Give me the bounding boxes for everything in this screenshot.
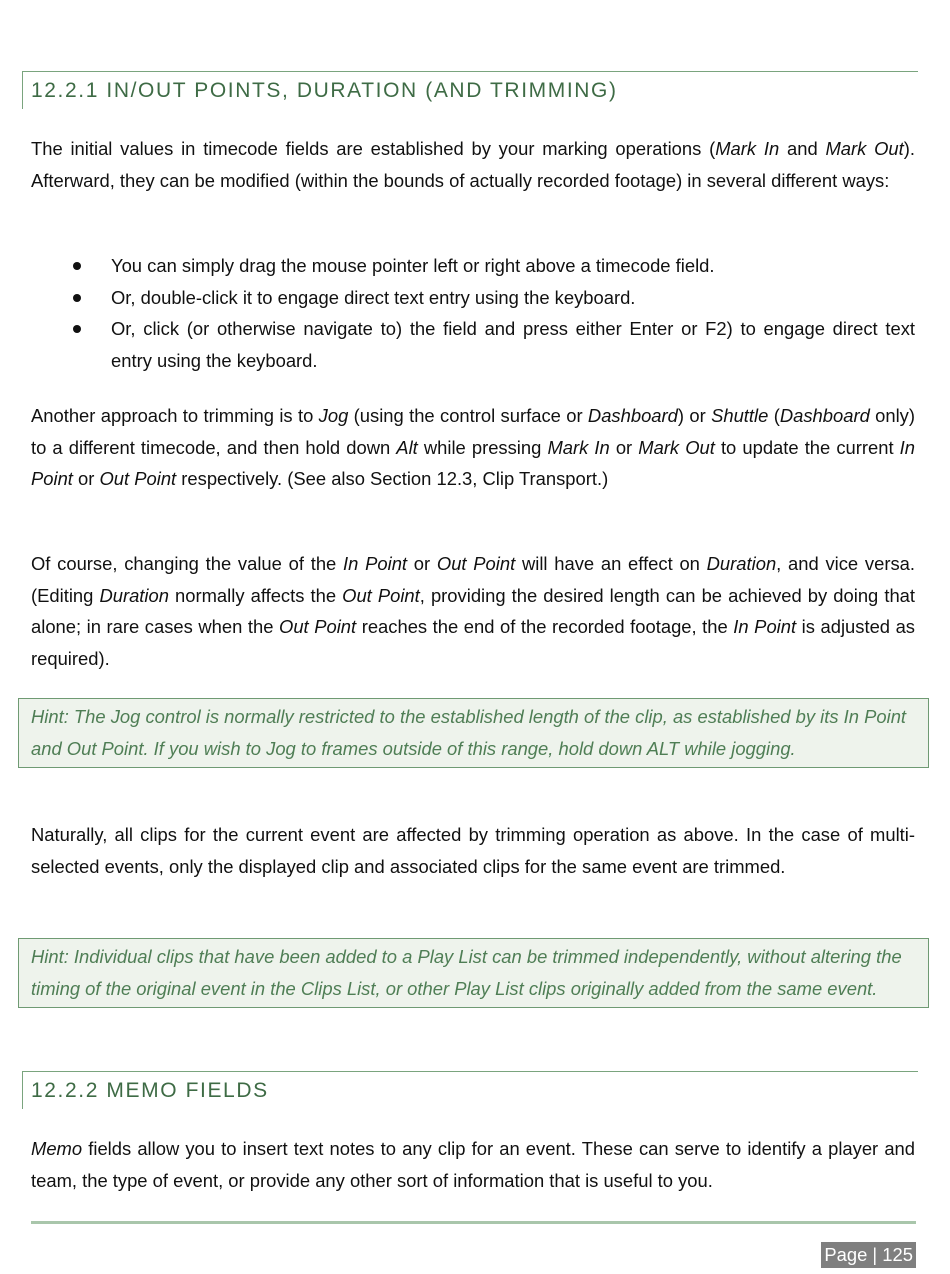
bullet-icon bbox=[73, 294, 81, 302]
paragraph-memo-fields: Memo fields allow you to insert text notes to any clip for an event. These can serve to identify a player and team, the type of event, or provide any other sort of information that is useful to you. bbox=[31, 1138, 915, 1191]
bullet-icon bbox=[73, 325, 81, 333]
section-header-memo-fields bbox=[22, 1071, 918, 1109]
hint-box-jog bbox=[18, 698, 929, 768]
hint-text: Hint: Individual clips that have been added to a Play List can be trimmed independently, without altering the timing of the original event in the Clips List, or other Play List clips originally added from the same event. bbox=[31, 946, 902, 999]
bullet-icon bbox=[73, 262, 81, 270]
list-item: Or, double-click it to engage direct text entry using the keyboard. bbox=[31, 282, 915, 314]
paragraph-trimming-scope: Naturally, all clips for the current event are affected by trimming operation as above. In the case of multi-selected events, only the displayed clip and associated clips for the same event are trimmed. bbox=[31, 824, 915, 877]
paragraph-duration-effects: Of course, changing the value of the In Point or Out Point will have an effect on Duration, and vice versa. (Editing Duration normally affects the Out Point, providing the desired length can be achieved by doing that alone; in rare cases when the Out Point reaches the end of the recorded footage, the In Point is adjusted as required). bbox=[31, 553, 916, 669]
hint-text: Hint: The Jog control is normally restricted to the established length of the clip, as established by its In Point and Out Point. If you wish to Jog to frames outside of this range, hold down ALT while jogging. bbox=[31, 706, 907, 759]
section-title: 12.2.1 IN/OUT POINTS, DURATION (AND TRIMMING) bbox=[31, 79, 618, 102]
footer-divider bbox=[31, 1221, 916, 1224]
modification-methods-list bbox=[31, 250, 915, 376]
paragraph-timecode-initial-values: The initial values in timecode fields are established by your marking operations (Mark In and Mark Out). Afterward, they can be modified (within the bounds of actually recorded footage) in several different ways: bbox=[31, 138, 915, 191]
list-item: Or, click (or otherwise navigate to) the field and press either Enter or F2) to engage direct text entry using the keyboard. bbox=[31, 313, 915, 376]
hint-box-play-list bbox=[18, 938, 929, 1008]
section-header-in-out-points bbox=[22, 71, 918, 109]
section-title: 12.2.2 MEMO FIELDS bbox=[31, 1079, 269, 1102]
page-number: Page | 125 bbox=[821, 1242, 916, 1268]
list-item: You can simply drag the mouse pointer left or right above a timecode field. bbox=[31, 250, 915, 282]
paragraph-jog-trimming: Another approach to trimming is to Jog (using the control surface or Dashboard) or Shuttle (Dashboard only) to a different timecode, and then hold down Alt while pressing Mark In or Mark Out to update the current In Point or Out Point respectively. (See also Section 12.3, Clip Transport.) bbox=[31, 405, 916, 489]
